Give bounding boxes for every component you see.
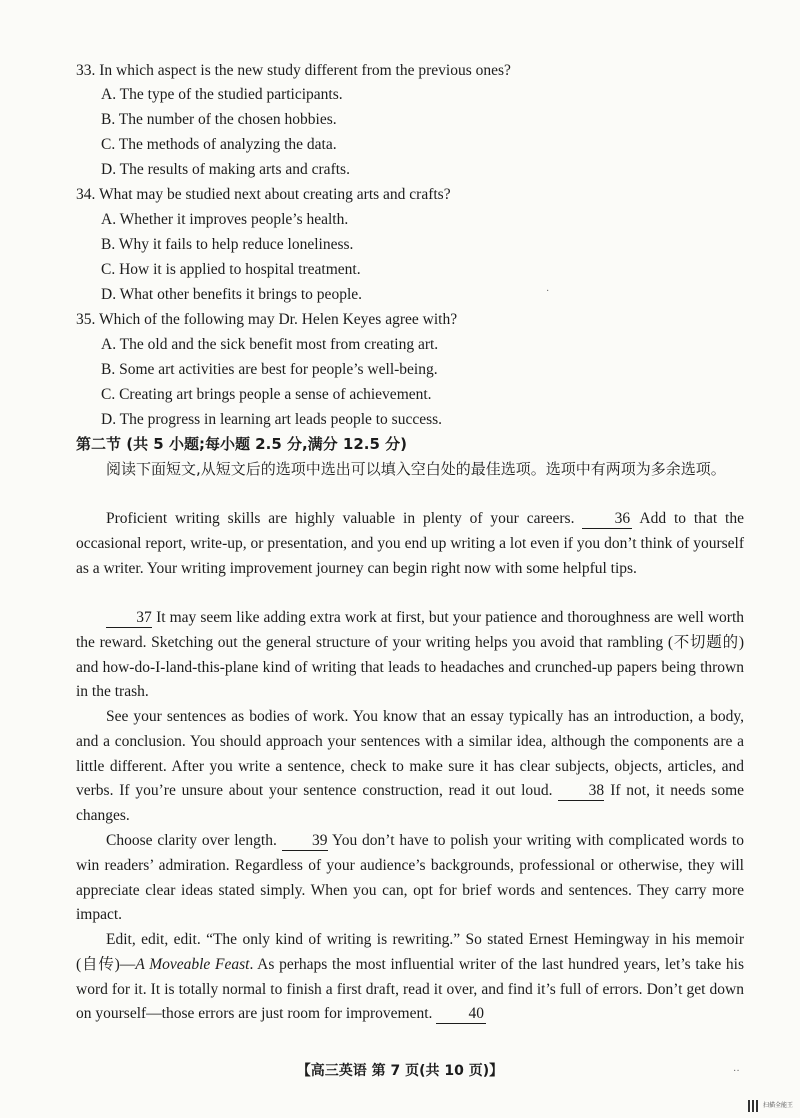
paragraph-2-text: It may seem like adding extra work at first, but your patience and thoroughness are well worth the reward. Sketching out the general structure of your writing helps you avoid that rambling (不切题的) and how-do-I-land-this-plane kind of writing that leads to headaches and crunched-up papers being thrown in the trash. [76, 609, 744, 701]
question-34-option-b: B. Why it fails to help reduce loneliness. [101, 236, 354, 253]
passage-paragraph-3 [76, 705, 744, 829]
question-33-option-d: D. The results of making arts and crafts. [101, 161, 350, 178]
paragraph-1-text-a: Proficient writing skills are highly valuable in plenty of your careers. [106, 510, 575, 527]
question-35-option-d: D. The progress in learning art leads people to success. [101, 411, 443, 428]
page-footer: 【高三英语 第 7 页(共 10 页)】 [296, 1063, 504, 1079]
blank-38: 38 [558, 782, 604, 801]
question-34-option-c: C. How it is applied to hospital treatment. [101, 261, 361, 278]
section-instruction: 阅读下面短文,从短文后的选项中选出可以填入空白处的最佳选项。选项中有两项为多余选项。 [106, 460, 726, 478]
passage-paragraph-1 [76, 507, 744, 581]
passage-paragraph-4 [76, 829, 744, 928]
qr-code-icon [748, 1100, 760, 1112]
paragraph-4-text-a: Choose clarity over length. [106, 832, 277, 849]
passage-paragraph-2 [76, 606, 744, 705]
paragraph-3-text-b: If not, it needs some changes. [76, 782, 745, 825]
passage-paragraph-5 [76, 928, 744, 1027]
question-34-stem: 34. What may be studied next about creating arts and crafts? [76, 186, 451, 203]
question-35-stem: 35. Which of the following may Dr. Helen Keyes agree with? [76, 311, 458, 328]
scan-speck: · [546, 286, 550, 297]
question-35-option-b: B. Some art activities are best for people’s well-being. [101, 361, 438, 378]
paragraph-5-text-a: Edit, edit, edit. “The only kind of writing is rewriting.” So stated Ernest Hemingway in his memoir (自传)— [76, 931, 744, 973]
blank-40: 40 [436, 1005, 486, 1024]
section-title: 第二节 (共 5 小题;每小题 2.5 分,满分 12.5 分) [76, 435, 407, 453]
paragraph-5-text-b: . As perhaps the most influential writer of the last hundred years, let’s take his word for it. It is totally normal to finish a first draft, read it over, and find it’s full of errors. Don’t get down on yourself—those errors are just room for improvement. [76, 955, 745, 1023]
blank-39: 39 [282, 832, 328, 851]
question-33-option-b: B. The number of the chosen hobbies. [101, 111, 337, 128]
paragraph-1-text-b: Add to that the occasional report, write-up, or presentation, and you end up writing a lot even if you don’t think of yourself as a writer. Your writing improvement journey can begin right now with some helpful tips. [76, 510, 744, 577]
question-35-option-c: C. Creating art brings people a sense of achievement. [101, 386, 432, 403]
scanner-watermark: 扫描全能王 [763, 1102, 794, 1109]
question-33-option-c: C. The methods of analyzing the data. [101, 136, 337, 153]
scan-speck: ·· [733, 1066, 740, 1077]
paragraph-3-text-a: See your sentences as bodies of work. You know that an essay typically has an introduction, a body, and a conclusion. You should approach your sentences with a similar idea, although the components are a little different. After you write a sentence, check to make sure it has clear subjects, objects, articles, and verbs. If you’re unsure about your sentence construction, read it out loud. [76, 708, 744, 800]
paragraph-4-text-b: You don’t have to polish your writing with complicated words to win readers’ admiration. Regardless of your audience’s backgrounds, professional or otherwise, they will appreciate clear ideas stated simply. When you can, opt for brief words and sentences. They carry more impact. [76, 832, 744, 924]
question-34-option-d: D. What other benefits it brings to people. [101, 286, 363, 303]
question-33-option-a: A. The type of the studied participants. [101, 86, 343, 103]
blank-36: 36 [582, 510, 632, 529]
question-35-option-a: A. The old and the sick benefit most from creating art. [101, 336, 439, 353]
book-title: A Moveable Feast [135, 955, 250, 973]
blank-37: 37 [106, 609, 152, 628]
question-33-stem: 33. In which aspect is the new study different from the previous ones? [76, 62, 511, 79]
question-34-option-a: A. Whether it improves people’s health. [101, 211, 349, 228]
